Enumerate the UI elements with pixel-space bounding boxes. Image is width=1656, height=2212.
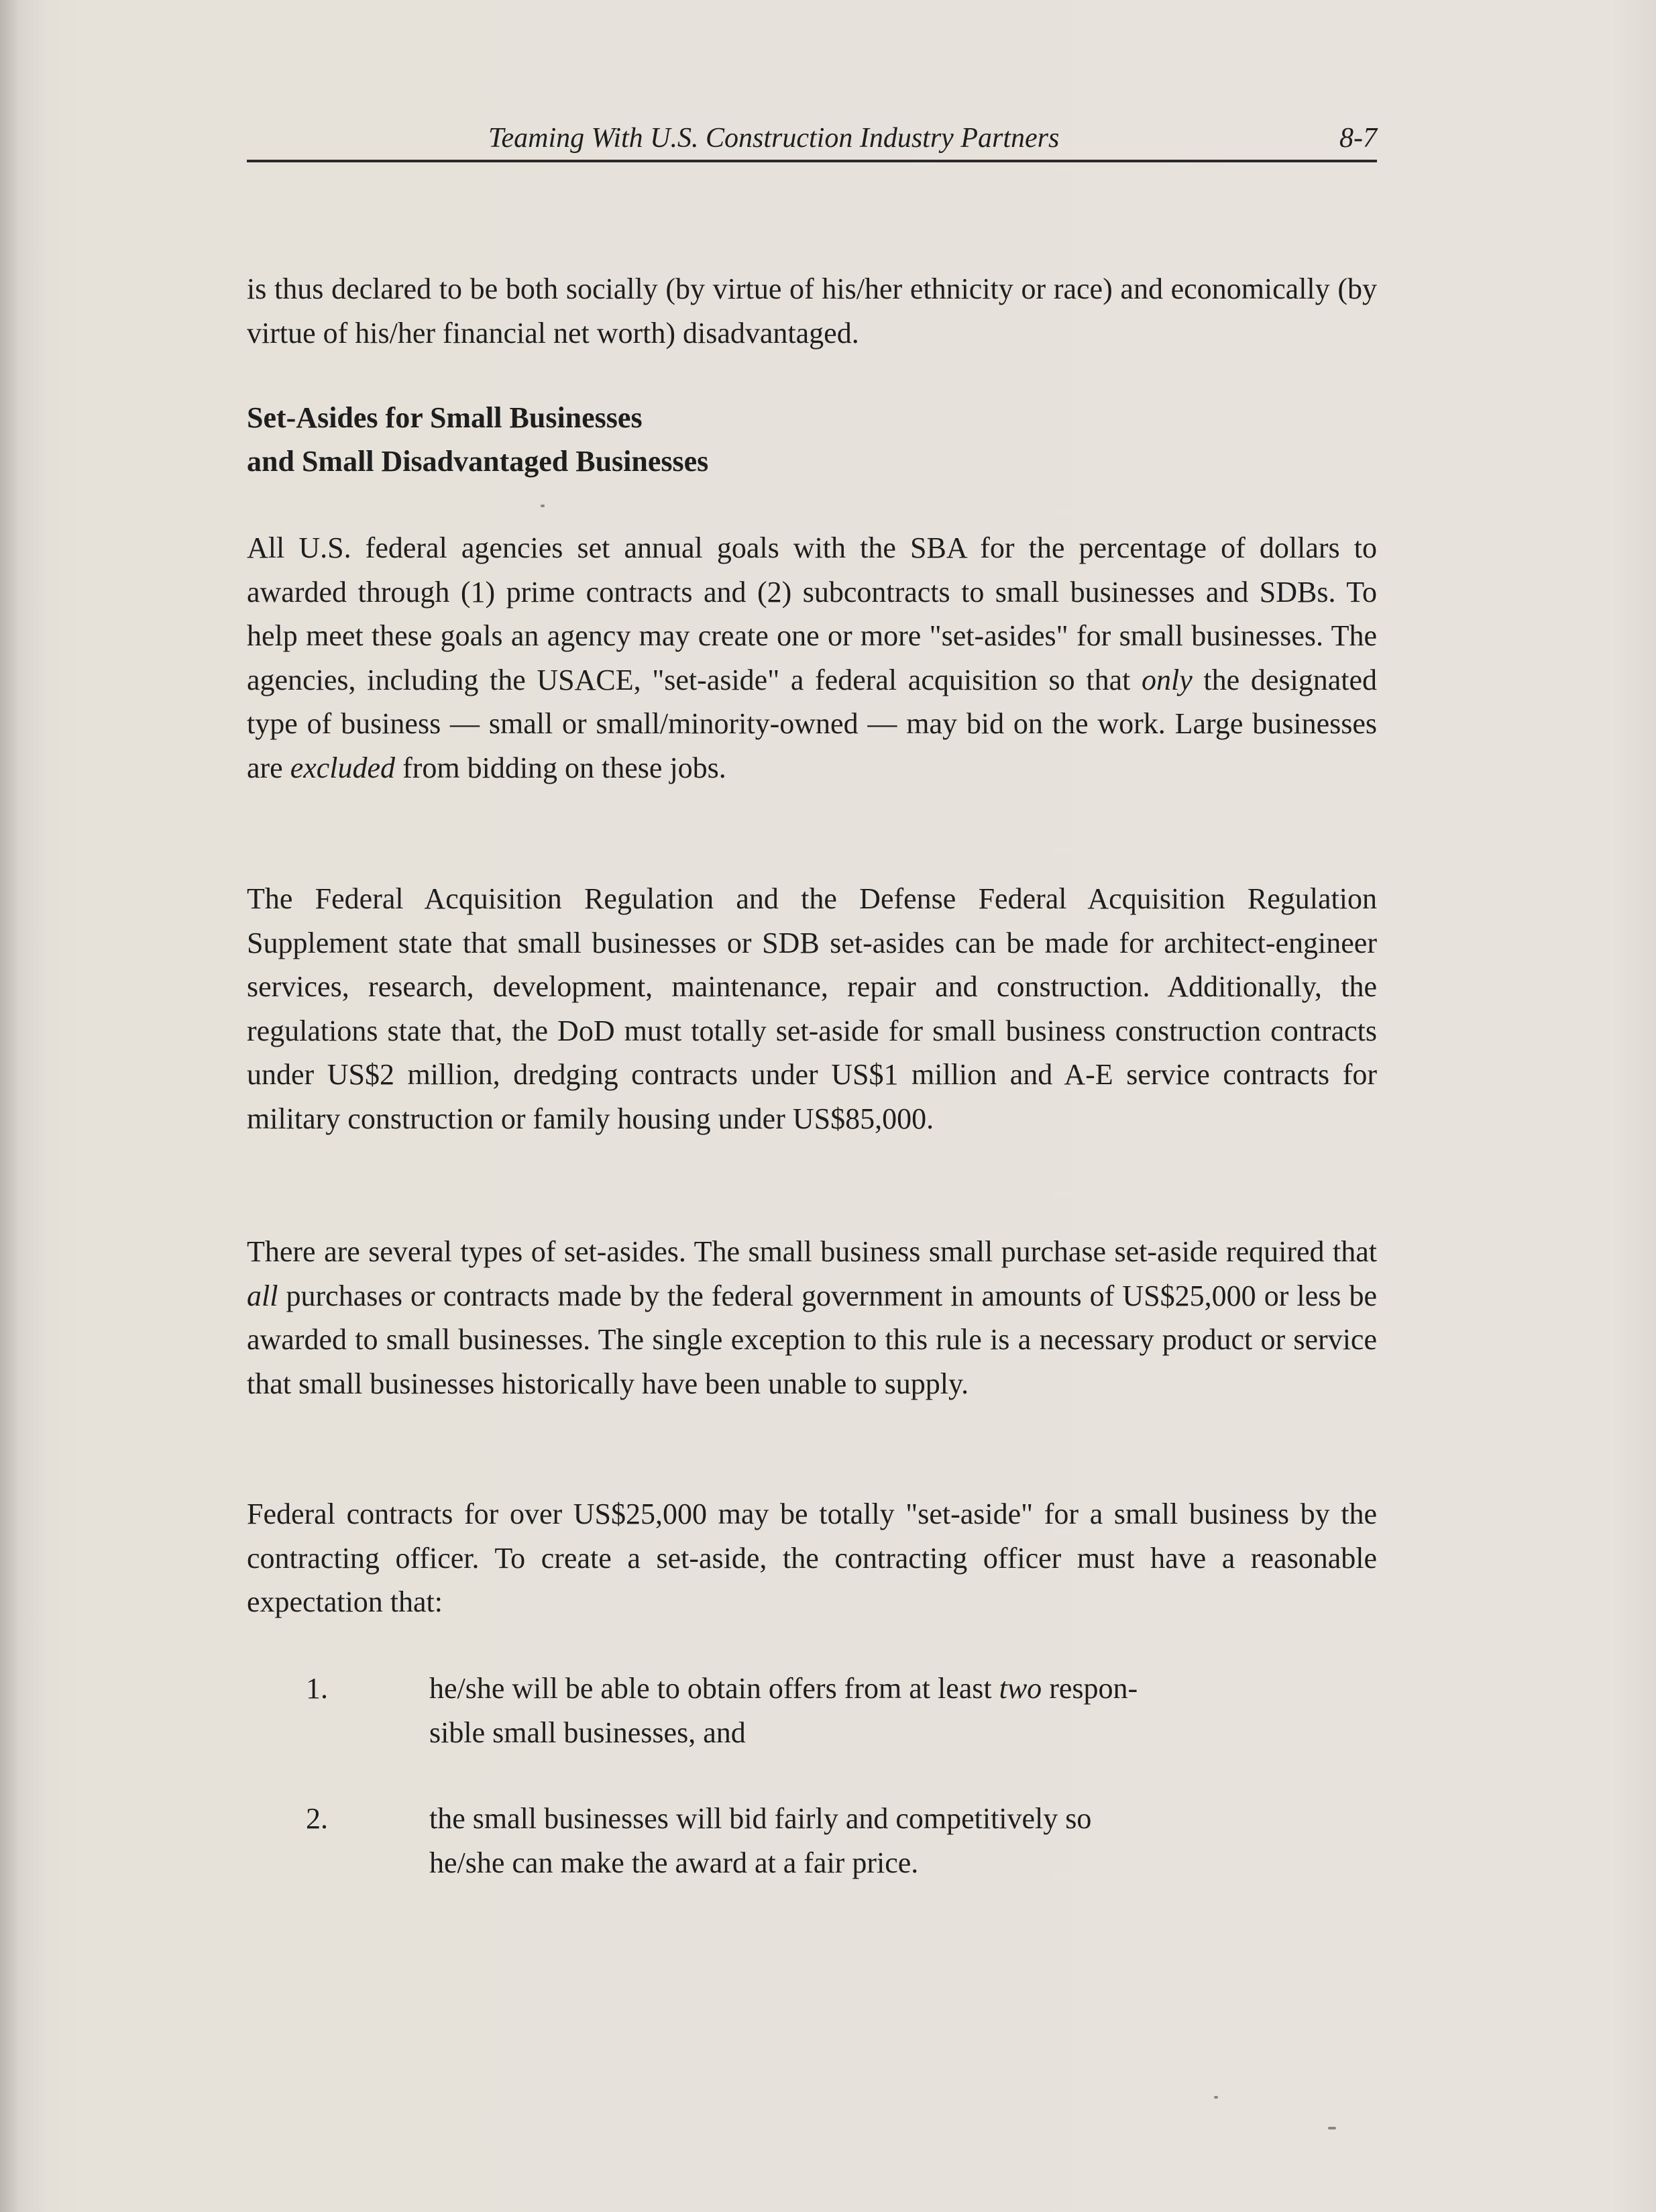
paragraph-types-of-set-asides: [247, 1230, 1377, 1406]
paragraph-text: The Federal Acquisition Regulation and the Defense Federal Acquisition Regulation Supplement state that small businesses or SDB set-asides can be made for architect-engineer services, research, development, maintenance, repair and construction. Additionally, the regulations state that, the DoD must totally set-aside for small business construction contracts under US$2 million, dredging contracts under US$1 million and A-E service contracts for military construction or family housing under US$85,000.: [247, 882, 1377, 1135]
list-item-text: [429, 1667, 1234, 1755]
list-item: [247, 1797, 1377, 1891]
paragraph-annual-goals: [247, 526, 1377, 790]
paper-speck: [1328, 2127, 1336, 2129]
list-item-line: he/she can make the award at a fair price.: [429, 1846, 919, 1879]
paragraph-intro-continuation: [247, 267, 1377, 355]
list-number: 2.: [306, 1802, 328, 1835]
paragraph-text: from bidding on these jobs.: [395, 751, 726, 784]
list-item-line: sible small businesses, and: [429, 1716, 746, 1749]
emphasis-two: two: [999, 1672, 1042, 1705]
running-header-title: Teaming With U.S. Construction Industry Partners: [488, 123, 1060, 154]
paragraph-federal-contracts: [247, 1492, 1377, 1624]
paragraph-text: Federal contracts for over US$25,000 may be totally "set-aside" for a small business by the contracting officer. To create a set-aside, the contracting officer must have a reasonable expectation that:: [247, 1497, 1377, 1618]
emphasis-excluded: excluded: [290, 751, 396, 784]
section-heading-line-2: and Small Disadvantaged Businesses: [247, 445, 709, 478]
list-item-text: [429, 1797, 1234, 1885]
paper-speck: [1214, 2096, 1218, 2099]
list-item: [247, 1667, 1377, 1760]
page-number: 8-7: [1339, 123, 1377, 154]
paragraph-far-dfars: [247, 877, 1377, 1141]
paragraph-text: There are several types of set-asides. The small business small purchase set-aside required that: [247, 1235, 1377, 1268]
paragraph-text: is thus declared to be both socially (by virtue of his/her ethnicity or race) and economically (by virtue of his/her financial net worth) disadvantaged.: [247, 272, 1377, 350]
list-item-line: the small businesses will bid fairly and competitively so: [429, 1802, 1092, 1835]
running-header: [247, 119, 1377, 162]
paragraph-text: purchases or contracts made by the federal government in amounts of US$25,000 or less be awarded to small businesses. The single exception to this rule is a necessary product or service that small businesses historically have been unable to supply.: [247, 1279, 1377, 1400]
list-number: 1.: [306, 1672, 328, 1705]
paragraph-text: the designated type of business — small or small/minority-owned — may bid on the work. Large businesses are: [247, 663, 1377, 784]
paragraph-text: All U.S. federal agencies set annual goals with the SBA for the percentage of dollars to awarded through (1) prime contracts and (2) subcontracts to small businesses and SDBs. To help meet these goals an agency may create one or more "set-asides" for small businesses. The agencies, including the USACE, "set-aside" a federal acquisition so that: [247, 531, 1377, 696]
emphasis-all: all: [247, 1279, 278, 1312]
emphasis-only: only: [1141, 663, 1193, 696]
section-heading: [247, 396, 708, 483]
section-heading-line-1: Set-Asides for Small Businesses: [247, 401, 643, 434]
paper-speck: [541, 505, 545, 507]
list-item-line: he/she will be able to obtain offers from at least two respon-: [429, 1672, 1138, 1705]
